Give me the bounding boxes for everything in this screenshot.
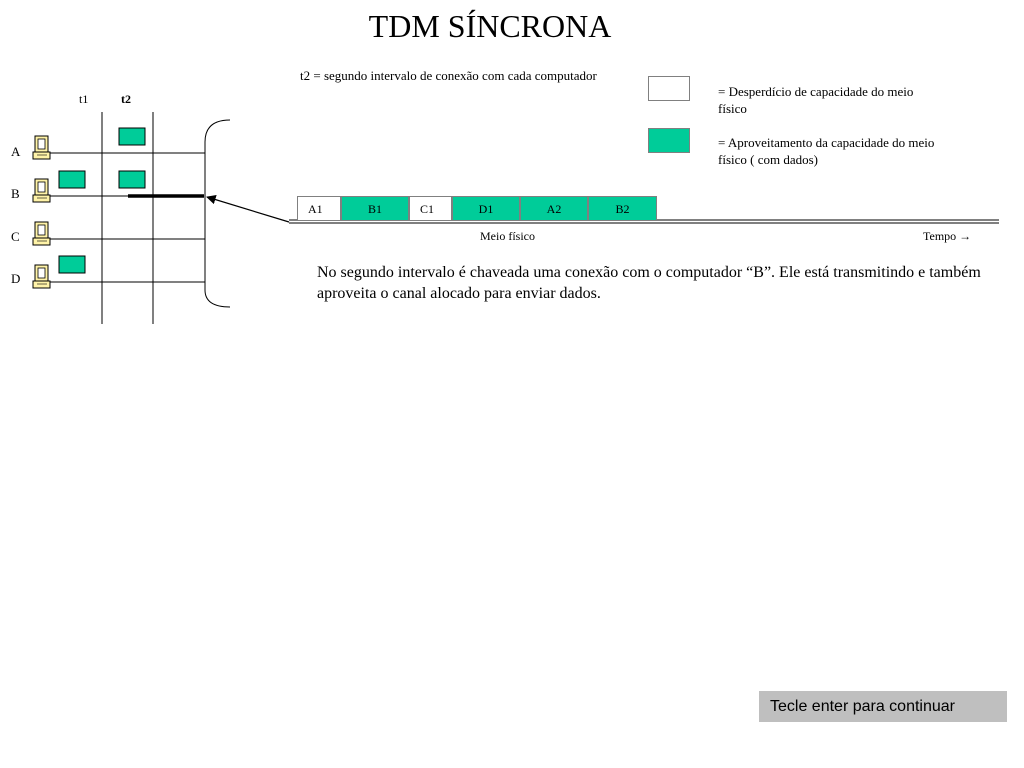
data-block-b-t1 bbox=[59, 171, 85, 188]
data-block-a-t2 bbox=[119, 128, 145, 145]
slot-b2: B2 bbox=[588, 196, 657, 221]
interval-caption: t2 = segundo intervalo de conexão com cada computador bbox=[300, 68, 597, 83]
slot-d1: D1 bbox=[452, 196, 520, 221]
legend-empty-text: = Desperdício de capacidade do meio físico bbox=[718, 84, 914, 116]
legend-empty-swatch bbox=[648, 76, 690, 101]
multiplexer-brace bbox=[205, 120, 230, 307]
row-label-d: D bbox=[11, 271, 21, 286]
computer-icon bbox=[33, 179, 50, 202]
computer-icon bbox=[33, 136, 50, 159]
page-title: TDM SÍNCRONA bbox=[368, 8, 612, 44]
continue-button[interactable]: Tecle enter para continuar bbox=[759, 691, 1007, 722]
computer-icon bbox=[33, 222, 50, 245]
slot-c1: C1 bbox=[409, 196, 452, 221]
time-label bbox=[923, 229, 971, 244]
legend-data-text: = Aproveitamento da capacidade do meio físico ( com dados) bbox=[718, 135, 935, 167]
column-label-t1: t1 bbox=[79, 92, 89, 106]
row-label-c: C bbox=[11, 229, 20, 244]
slot-a2: A2 bbox=[520, 196, 588, 221]
description-text: No segundo intervalo é chaveada uma conexão com o computador “B”. Ele está transmitindo e também aproveita o canal alocado para enviar dados. bbox=[317, 264, 981, 302]
data-block-d-t1 bbox=[59, 256, 85, 273]
row-label-b: B bbox=[11, 186, 20, 201]
slot-a1: A1 bbox=[297, 196, 341, 221]
row-label-a: A bbox=[11, 144, 21, 159]
data-block-b-t2 bbox=[119, 171, 145, 188]
column-label-t2: t2 bbox=[121, 92, 131, 106]
right-arrow-icon: → bbox=[959, 229, 972, 243]
slot-b1: B1 bbox=[341, 196, 409, 221]
time-label-text: Tempo bbox=[923, 229, 957, 243]
mux-arrow bbox=[207, 197, 289, 222]
legend-data-swatch bbox=[648, 128, 690, 153]
computer-icon bbox=[33, 265, 50, 288]
medium-label: Meio físico bbox=[480, 229, 535, 243]
